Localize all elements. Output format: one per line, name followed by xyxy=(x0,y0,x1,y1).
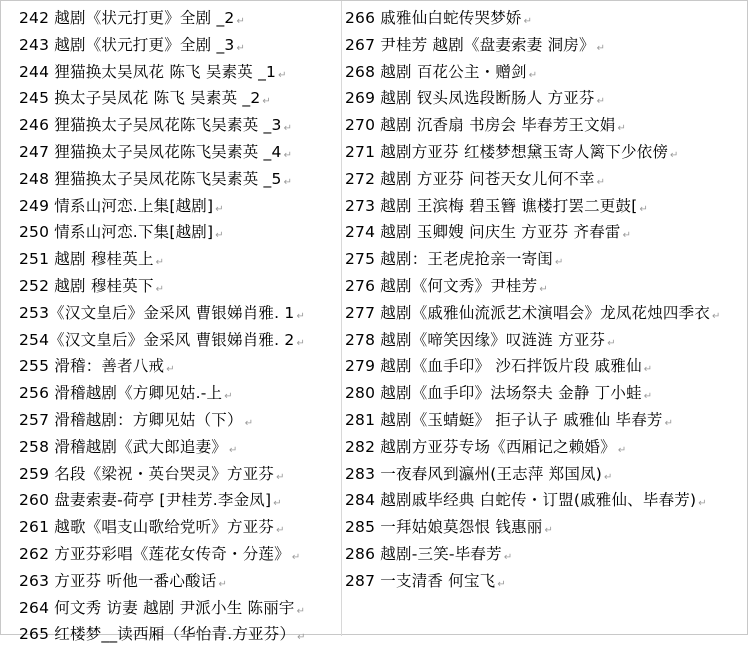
paragraph-mark-icon: ↵ xyxy=(244,417,254,429)
list-item xyxy=(19,248,343,275)
paragraph-mark-icon: ↵ xyxy=(166,364,175,376)
list-item xyxy=(345,34,743,61)
list-item-text: 257 滑稽越剧：方卿见姑（下） xyxy=(19,410,243,429)
list-item-text: 254《汉文皇后》金采风 曹银娣肖雅. 2 xyxy=(19,330,295,349)
list-item-text: 262 方亚芬彩唱《莲花女传奇・分莲》 xyxy=(19,544,290,563)
list-item xyxy=(345,463,743,490)
paragraph-mark-icon: ↵ xyxy=(215,203,224,215)
paragraph-mark-icon: ↵ xyxy=(218,578,228,590)
list-item-text: 249 情系山河恋.上集[越剧] xyxy=(19,196,214,215)
paragraph-mark-icon: ↵ xyxy=(273,498,282,510)
paragraph-mark-icon: ↵ xyxy=(664,417,674,429)
list-item xyxy=(345,543,743,570)
list-item xyxy=(345,168,743,195)
paragraph-mark-icon: ↵ xyxy=(617,123,627,135)
list-item xyxy=(19,61,343,88)
list-item xyxy=(345,355,743,382)
list-item-text: 244 狸猫换太吴凤花 陈飞 吴素英 _1 xyxy=(19,62,277,81)
list-item xyxy=(345,221,743,248)
paragraph-mark-icon: ↵ xyxy=(617,444,627,456)
list-item-text: 260 盘妻索妻-荷亭 [尹桂芳.李金凤] xyxy=(19,491,272,510)
list-item-text: 273 越剧 王滨梅 碧玉簪 谯楼打罢二更鼓[ xyxy=(345,196,638,215)
paragraph-mark-icon: ↵ xyxy=(596,96,606,108)
list-item xyxy=(19,570,343,597)
paragraph-mark-icon: ↵ xyxy=(215,230,224,242)
list-item-text: 279 越剧《血手印》 沙石拌饭片段 戚雅仙 xyxy=(345,357,642,376)
list-item-text: 287 一支清香 何宝飞 xyxy=(345,571,496,590)
paragraph-mark-icon: ↵ xyxy=(276,471,285,483)
paragraph-mark-icon: ↵ xyxy=(236,42,246,54)
list-item xyxy=(19,168,343,195)
paragraph-mark-icon: ↵ xyxy=(296,337,306,349)
list-item xyxy=(345,570,743,597)
paragraph-mark-icon: ↵ xyxy=(276,525,285,537)
list-item-text: 275 越剧：王老虎抢亲一寄闺 xyxy=(345,250,554,269)
left-column-list xyxy=(19,7,343,650)
list-item-text: 265 红楼梦__读西厢（华怡青.方亚芬） xyxy=(19,625,296,644)
list-item xyxy=(345,409,743,436)
paragraph-mark-icon: ↵ xyxy=(296,310,306,322)
paragraph-mark-icon: ↵ xyxy=(555,257,564,269)
list-item-text: 253《汉文皇后》金采风 曹银娣肖雅. 1 xyxy=(19,303,295,322)
list-item-text: 246 狸猫换太子吴凤花陈飞吴素英 _3 xyxy=(19,116,282,135)
paragraph-mark-icon: ↵ xyxy=(278,69,287,81)
list-item-text: 256 滑稽越剧《方卿见姑.-上 xyxy=(19,384,223,403)
paragraph-mark-icon: ↵ xyxy=(604,471,613,483)
list-item xyxy=(19,597,343,624)
list-item xyxy=(345,516,743,543)
paragraph-mark-icon: ↵ xyxy=(296,605,306,617)
paragraph-mark-icon: ↵ xyxy=(497,578,506,590)
list-item xyxy=(345,382,743,409)
paragraph-mark-icon: ↵ xyxy=(596,42,606,54)
paragraph-mark-icon: ↵ xyxy=(155,283,165,295)
list-item xyxy=(345,7,743,34)
list-item-text: 252 越剧 穆桂英下 xyxy=(19,276,154,295)
list-item-text: 274 越剧 玉卿嫂 问庆生 方亚芬 齐春雷 xyxy=(345,223,621,242)
list-item-text: 255 滑稽：善者八戒 xyxy=(19,357,165,376)
list-item-text: 284 越剧戚毕经典 白蛇传・订盟(戚雅仙、毕春芳) xyxy=(345,491,697,510)
list-item xyxy=(19,463,343,490)
list-item-text: 268 越剧 百花公主・赠剑 xyxy=(345,62,527,81)
list-item xyxy=(19,329,343,356)
list-item-text: 285 一拜姑娘莫怨恨 钱惠丽 xyxy=(345,518,543,537)
paragraph-mark-icon: ↵ xyxy=(698,498,707,510)
list-item-text: 271 越剧方亚芬 红楼梦想黛玉寄人篱下少依傍 xyxy=(345,142,669,161)
list-item xyxy=(345,141,743,168)
right-column-list xyxy=(345,7,743,597)
list-item xyxy=(19,516,343,543)
list-item xyxy=(345,248,743,275)
paragraph-mark-icon: ↵ xyxy=(297,632,306,644)
paragraph-mark-icon: ↵ xyxy=(229,444,238,456)
paragraph-mark-icon: ↵ xyxy=(523,16,533,27)
list-item-text: 269 越剧 钗头凤选段断肠人 方亚芬 xyxy=(345,89,595,108)
list-item xyxy=(19,355,343,382)
list-item-text: 258 滑稽越剧《武大郎追妻》 xyxy=(19,437,228,456)
list-item-text: 277 越剧《戚雅仙流派艺术演唱会》龙凤花烛四季衣 xyxy=(345,303,711,322)
list-item xyxy=(345,302,743,329)
paragraph-mark-icon: ↵ xyxy=(539,283,548,295)
list-item xyxy=(19,436,343,463)
list-item-text: 282 越剧方亚芬专场《西厢记之赖婚》 xyxy=(345,437,616,456)
paragraph-mark-icon: ↵ xyxy=(607,337,616,349)
list-item-text: 248 狸猫换太子吴凤花陈飞吴素英 _5 xyxy=(19,169,282,188)
list-item-text: 280 越剧《血手印》法场祭夫 金静 丁小蛙 xyxy=(345,384,642,403)
list-item xyxy=(19,34,343,61)
paragraph-mark-icon: ↵ xyxy=(236,16,246,27)
list-item xyxy=(19,195,343,222)
paragraph-mark-icon: ↵ xyxy=(712,310,721,322)
list-item-text: 283 一夜春风到瀛州(王志萍 郑国凤) xyxy=(345,464,603,483)
list-item xyxy=(19,87,343,114)
list-item-text: 242 越剧《状元打更》全剧 _2 xyxy=(19,9,235,27)
list-item xyxy=(345,87,743,114)
list-item-text: 263 方亚芬 听他一番心酸话 xyxy=(19,571,217,590)
list-item xyxy=(19,114,343,141)
list-item xyxy=(19,302,343,329)
list-item xyxy=(19,623,343,650)
list-item xyxy=(19,221,343,248)
paragraph-mark-icon: ↵ xyxy=(224,391,233,403)
list-item-text: 243 越剧《状元打更》全剧 _3 xyxy=(19,35,235,54)
list-item-text: 270 越剧 沉香扇 书房会 毕春芳王文娟 xyxy=(345,116,616,135)
paragraph-mark-icon: ↵ xyxy=(643,364,653,376)
paragraph-mark-icon: ↵ xyxy=(643,391,653,403)
paragraph-mark-icon: ↵ xyxy=(283,149,293,161)
list-item-text: 247 狸猫换太子吴凤花陈飞吴素英 _4 xyxy=(19,142,282,161)
list-item xyxy=(19,409,343,436)
list-item xyxy=(19,543,343,570)
list-item-text: 245 换太子吴凤花 陈飞 吴素英 _2 xyxy=(19,89,261,108)
list-item xyxy=(19,382,343,409)
list-item-text: 281 越剧《玉蜻蜓》 拒子认子 戚雅仙 毕春芳 xyxy=(345,410,663,429)
list-item xyxy=(345,195,743,222)
paragraph-mark-icon: ↵ xyxy=(291,551,301,563)
list-item xyxy=(345,275,743,302)
paragraph-mark-icon: ↵ xyxy=(283,123,293,135)
paragraph-mark-icon: ↵ xyxy=(528,69,538,81)
list-item xyxy=(345,489,743,516)
paragraph-mark-icon: ↵ xyxy=(283,176,293,188)
list-item-text: 276 越剧《何文秀》尹桂芳 xyxy=(345,276,538,295)
list-item-text: 259 名段《梁祝・英台哭灵》方亚芬 xyxy=(19,464,275,483)
list-item-text: 272 越剧 方亚芬 问苍天女儿何不幸 xyxy=(345,169,595,188)
list-item-text: 264 何文秀 访妻 越剧 尹派小生 陈丽宇 xyxy=(19,598,295,617)
list-item xyxy=(345,114,743,141)
list-item xyxy=(345,436,743,463)
list-item-text: 267 尹桂芳 越剧《盘妻索妻 洞房》 xyxy=(345,35,595,54)
paragraph-mark-icon: ↵ xyxy=(622,230,632,242)
list-item xyxy=(19,489,343,516)
paragraph-mark-icon: ↵ xyxy=(503,551,513,563)
paragraph-mark-icon: ↵ xyxy=(155,257,165,269)
list-item-text: 278 越剧《啼笑因缘》叹涟涟 方亚芬 xyxy=(345,330,606,349)
list-item-text: 286 越剧-三笑-毕春芳 xyxy=(345,544,502,563)
list-item-text: 250 情系山河恋.下集[越剧] xyxy=(19,223,214,242)
paragraph-mark-icon: ↵ xyxy=(262,96,271,108)
list-item-text: 266 戚雅仙白蛇传哭梦娇 xyxy=(345,9,522,27)
paragraph-mark-icon: ↵ xyxy=(670,149,679,161)
list-item-text: 251 越剧 穆桂英上 xyxy=(19,250,154,269)
list-item xyxy=(19,7,343,34)
list-item xyxy=(345,61,743,88)
list-item xyxy=(345,329,743,356)
paragraph-mark-icon: ↵ xyxy=(639,203,649,215)
paragraph-mark-icon: ↵ xyxy=(544,525,554,537)
paragraph-mark-icon: ↵ xyxy=(596,176,606,188)
list-item xyxy=(19,275,343,302)
list-item xyxy=(19,141,343,168)
list-item-text: 261 越歌《唱支山歌给党听》方亚芬 xyxy=(19,518,275,537)
